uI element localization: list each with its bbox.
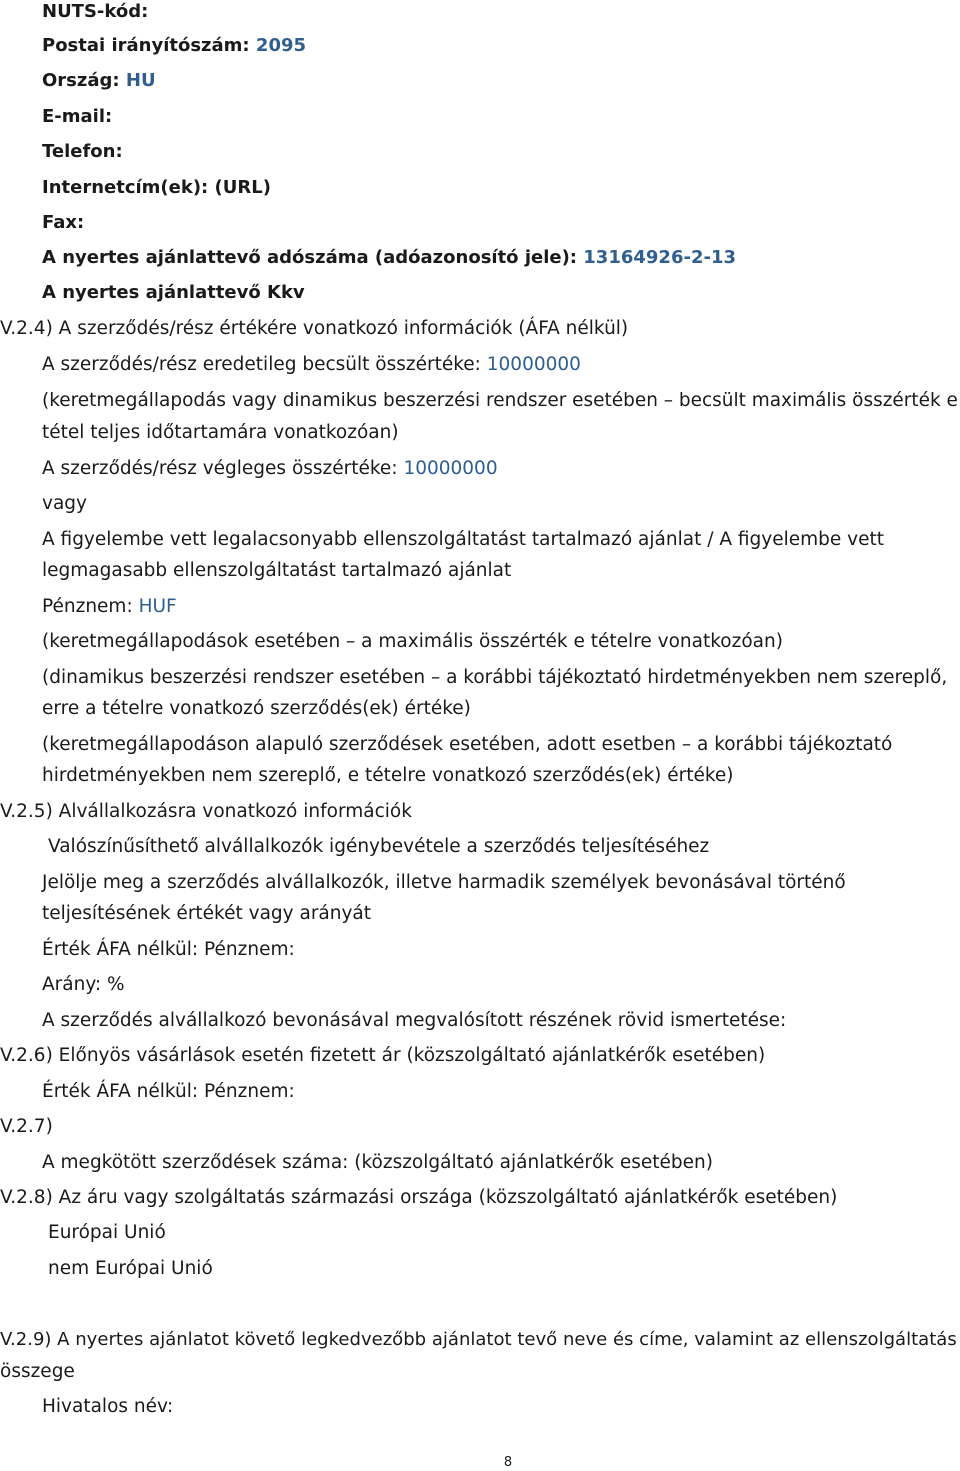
postal-code-row xyxy=(42,35,306,57)
postal-code-label: Postai irányítószám: xyxy=(42,35,250,56)
subcontract-ratio-label: Arány: % xyxy=(42,974,125,995)
subcontract-share-line2: teljesítésének értékét vagy arányát xyxy=(42,903,372,924)
currency-label: Pénznem: xyxy=(42,596,133,617)
likely-subcontractors-text: Valószínűsíthető alvállalkozók igénybevétele a szerződés teljesítéséhez xyxy=(48,836,710,857)
official-name-label: Hivatalos név: xyxy=(42,1396,174,1417)
tax-number-row xyxy=(42,247,736,269)
dynamic-system-note-line2: erre a tételre vonatkozó szerződés(ek) értéke) xyxy=(42,698,471,719)
origin-eu-option: Európai Unió xyxy=(48,1222,166,1243)
framework-note-line2: tétel teljes időtartamára vonatkozóan) xyxy=(42,422,399,443)
section-v28-title: V.2.8) Az áru vagy szolgáltatás származási országa (közszolgáltató ajánlatkérők esetében) xyxy=(0,1187,838,1208)
section-v29-title-line1: V.2.9) A nyertes ajánlatot követő legkedvezőbb ajánlatot tevő neve és címe, valamint az ellenszolgáltatás xyxy=(0,1329,957,1350)
subcontract-value-label: Érték ÁFA nélkül: Pénznem: xyxy=(42,939,295,960)
original-value-row xyxy=(42,354,581,376)
final-value-label: A szerződés/rész végleges összértéke: xyxy=(42,458,398,479)
country-value: HU xyxy=(125,70,156,91)
or-text: vagy xyxy=(42,493,87,514)
country-label: Ország: xyxy=(42,70,120,91)
kkv-label: A nyertes ajánlattevő Kkv xyxy=(42,282,305,303)
section-v26-title: V.2.6) Előnyös vásárlások esetén fizetett ár (közszolgáltató ajánlatkérők esetében) xyxy=(0,1045,766,1066)
final-value-amount: 10000000 xyxy=(403,458,498,479)
section-v29-title-line2: összege xyxy=(0,1361,75,1382)
subcontract-share-line1: Jelölje meg a szerződés alvállalkozók, illetve harmadik személyek bevonásával történő xyxy=(42,872,846,893)
origin-non-eu-option: nem Európai Unió xyxy=(48,1258,213,1279)
bargain-value-label: Érték ÁFA nélkül: Pénznem: xyxy=(42,1081,295,1102)
lowest-offer-line1: A figyelembe vett legalacsonyabb ellenszolgáltatást tartalmazó ajánlat / A figyelembe vett xyxy=(42,529,884,550)
country-row xyxy=(42,70,156,92)
original-value-label: A szerződés/rész eredetileg becsült összértéke: xyxy=(42,354,481,375)
final-value-row xyxy=(42,458,498,480)
framework-max-note: (keretmegállapodások esetében – a maximális összérték e tételre vonatkozóan) xyxy=(42,631,783,652)
original-value-amount: 10000000 xyxy=(486,354,581,375)
subcontract-description-label: A szerződés alvállalkozó bevonásával megvalósított részének rövid ismertetése: xyxy=(42,1010,787,1031)
nuts-code-label: NUTS-kód: xyxy=(42,1,149,22)
currency-row xyxy=(42,596,177,618)
lowest-offer-line2: legmagasabb ellenszolgáltatást tartalmazó ajánlat xyxy=(42,560,512,581)
currency-value: HUF xyxy=(138,596,177,617)
contract-count-label: A megkötött szerződések száma: (közszolgáltató ajánlatkérők esetében) xyxy=(42,1152,713,1173)
section-v24-title: V.2.4) A szerződés/rész értékére vonatkozó információk (ÁFA nélkül) xyxy=(0,318,629,339)
fax-label: Fax: xyxy=(42,212,85,233)
postal-code-value: 2095 xyxy=(255,35,307,56)
email-label: E-mail: xyxy=(42,106,113,127)
phone-label: Telefon: xyxy=(42,141,123,162)
tax-number-value: 13164926-2-13 xyxy=(583,247,736,268)
page-number: 8 xyxy=(503,1455,513,1470)
framework-contract-note-line2: hirdetményekben nem szereplő, e tételre vonatkozó szerződés(ek) értéke) xyxy=(42,765,734,786)
dynamic-system-note-line1: (dinamikus beszerzési rendszer esetében – a korábbi tájékoztató hirdetményekben nem szereplő, xyxy=(42,667,948,688)
url-label: Internetcím(ek): (URL) xyxy=(42,177,271,198)
framework-note-line1: (keretmegállapodás vagy dinamikus beszerzési rendszer esetében – becsült maximális összérték e xyxy=(42,390,958,411)
section-v27-title: V.2.7) xyxy=(0,1116,53,1137)
section-v25-title: V.2.5) Alvállalkozásra vonatkozó információk xyxy=(0,801,412,822)
tax-number-label: A nyertes ajánlattevő adószáma (adóazonosító jele): xyxy=(42,247,577,268)
framework-contract-note-line1: (keretmegállapodáson alapuló szerződések esetében, adott esetben – a korábbi tájékoztató xyxy=(42,734,893,755)
